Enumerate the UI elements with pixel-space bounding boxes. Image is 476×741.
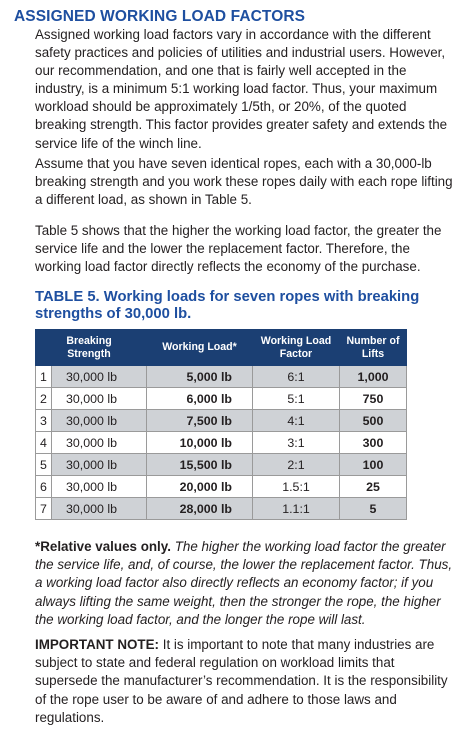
row-index-cell: 1 bbox=[36, 366, 52, 388]
number-of-lifts-cell: 100 bbox=[340, 454, 407, 476]
table-row bbox=[36, 498, 407, 520]
row-index-cell: 3 bbox=[36, 410, 52, 432]
working-load-factor-cell: 2:1 bbox=[253, 454, 340, 476]
number-of-lifts-cell: 750 bbox=[340, 388, 407, 410]
header-breaking-line1: Breaking bbox=[66, 335, 112, 347]
header-number-of-lifts: Number of Lifts bbox=[340, 330, 407, 366]
important-note-label: IMPORTANT NOTE: bbox=[35, 637, 159, 652]
header-breaking-strength bbox=[52, 330, 147, 366]
table-body bbox=[36, 366, 407, 520]
row-index-cell: 2 bbox=[36, 388, 52, 410]
important-note-text: It is important to note that many industries are subject to state and federal regulation on workload limits that supersede the manufacturer’s recommendation. It is the responsibility of the rope user to be aware of and adhere to those laws and regulations. bbox=[35, 637, 448, 725]
working-loads-table bbox=[35, 329, 407, 520]
working-load-cell: 28,000 lb bbox=[147, 498, 253, 520]
breaking-strength-cell: 30,000 lb bbox=[52, 454, 147, 476]
header-factor-line2: Factor bbox=[279, 347, 313, 360]
table-row bbox=[36, 454, 407, 476]
table-header-row bbox=[36, 330, 407, 366]
breaking-strength-cell: 30,000 lb bbox=[52, 410, 147, 432]
working-load-cell: 20,000 lb bbox=[147, 476, 253, 498]
breaking-strength-cell: 30,000 lb bbox=[52, 498, 147, 520]
relative-values-text: The higher the working load factor the greater the service life, and, of course, the lower the replacement factor. Thus, a working load factor also directly reflects an economy factor; if you always lifting the same weight, then the stronger the rope, the higher the working load factor, and the longer the rope will last. bbox=[35, 539, 453, 627]
header-factor-line1: Working Load bbox=[260, 335, 332, 347]
number-of-lifts-cell: 25 bbox=[340, 476, 407, 498]
working-load-cell: 6,000 lb bbox=[147, 388, 253, 410]
table-row bbox=[36, 410, 407, 432]
working-load-factor-cell: 5:1 bbox=[253, 388, 340, 410]
breaking-strength-cell: 30,000 lb bbox=[52, 366, 147, 388]
important-note bbox=[35, 636, 455, 727]
breaking-strength-cell: 30,000 lb bbox=[52, 388, 147, 410]
table-row bbox=[36, 366, 407, 388]
working-load-factor-cell: 4:1 bbox=[253, 410, 340, 432]
table-row bbox=[36, 388, 407, 410]
table-row bbox=[36, 432, 407, 454]
header-index bbox=[36, 330, 52, 366]
header-working-load: Working Load* bbox=[147, 330, 253, 366]
row-index-cell: 5 bbox=[36, 454, 52, 476]
relative-values-note bbox=[35, 538, 455, 629]
paragraph-table-summary: Table 5 shows that the higher the working load factor, the greater the service life and the lower the replacement factor. Therefore, the working load factor directly reflects the economy of the purchase. bbox=[35, 223, 442, 275]
number-of-lifts-cell: 300 bbox=[340, 432, 407, 454]
paragraph-recommendation: Assigned working load factors vary in accordance with the different safety practices and policies of utilities and industrial users. However, our recommendation, and one that is fairly well accepted in the industry, is a minimum 5:1 working load factor. Thus, your maximum workload should be approximately 1/5th, or 20%, of the quoted breaking strength. This factor provides greater safety and extends the service life of the winch line. bbox=[35, 27, 448, 151]
working-load-factor-cell: 1.1:1 bbox=[253, 498, 340, 520]
row-index-cell: 7 bbox=[36, 498, 52, 520]
table-row bbox=[36, 476, 407, 498]
number-of-lifts-cell: 500 bbox=[340, 410, 407, 432]
number-of-lifts-cell: 1,000 bbox=[340, 366, 407, 388]
number-of-lifts-cell: 5 bbox=[340, 498, 407, 520]
working-load-factor-cell: 1.5:1 bbox=[253, 476, 340, 498]
header-working-load-factor bbox=[253, 330, 340, 366]
row-index-cell: 4 bbox=[36, 432, 52, 454]
working-load-factor-cell: 3:1 bbox=[253, 432, 340, 454]
breaking-strength-cell: 30,000 lb bbox=[52, 476, 147, 498]
breaking-strength-cell: 30,000 lb bbox=[52, 432, 147, 454]
section-heading: ASSIGNED WORKING LOAD FACTORS bbox=[14, 8, 306, 25]
paragraph-assumption: Assume that you have seven identical ropes, each with a 30,000-lb breaking strength and you work these ropes daily with each rope lifting a different load, as shown in Table 5. bbox=[35, 156, 453, 208]
relative-values-label: *Relative values only. bbox=[35, 539, 171, 554]
working-load-cell: 7,500 lb bbox=[147, 410, 253, 432]
working-load-cell: 15,500 lb bbox=[147, 454, 253, 476]
working-load-cell: 5,000 lb bbox=[147, 366, 253, 388]
row-index-cell: 6 bbox=[36, 476, 52, 498]
table-title: TABLE 5. Working loads for seven ropes with breaking strengths of 30,000 lb. bbox=[35, 289, 420, 322]
working-load-cell: 10,000 lb bbox=[147, 432, 253, 454]
working-load-factor-cell: 6:1 bbox=[253, 366, 340, 388]
header-breaking-line2: Strength bbox=[67, 347, 111, 360]
